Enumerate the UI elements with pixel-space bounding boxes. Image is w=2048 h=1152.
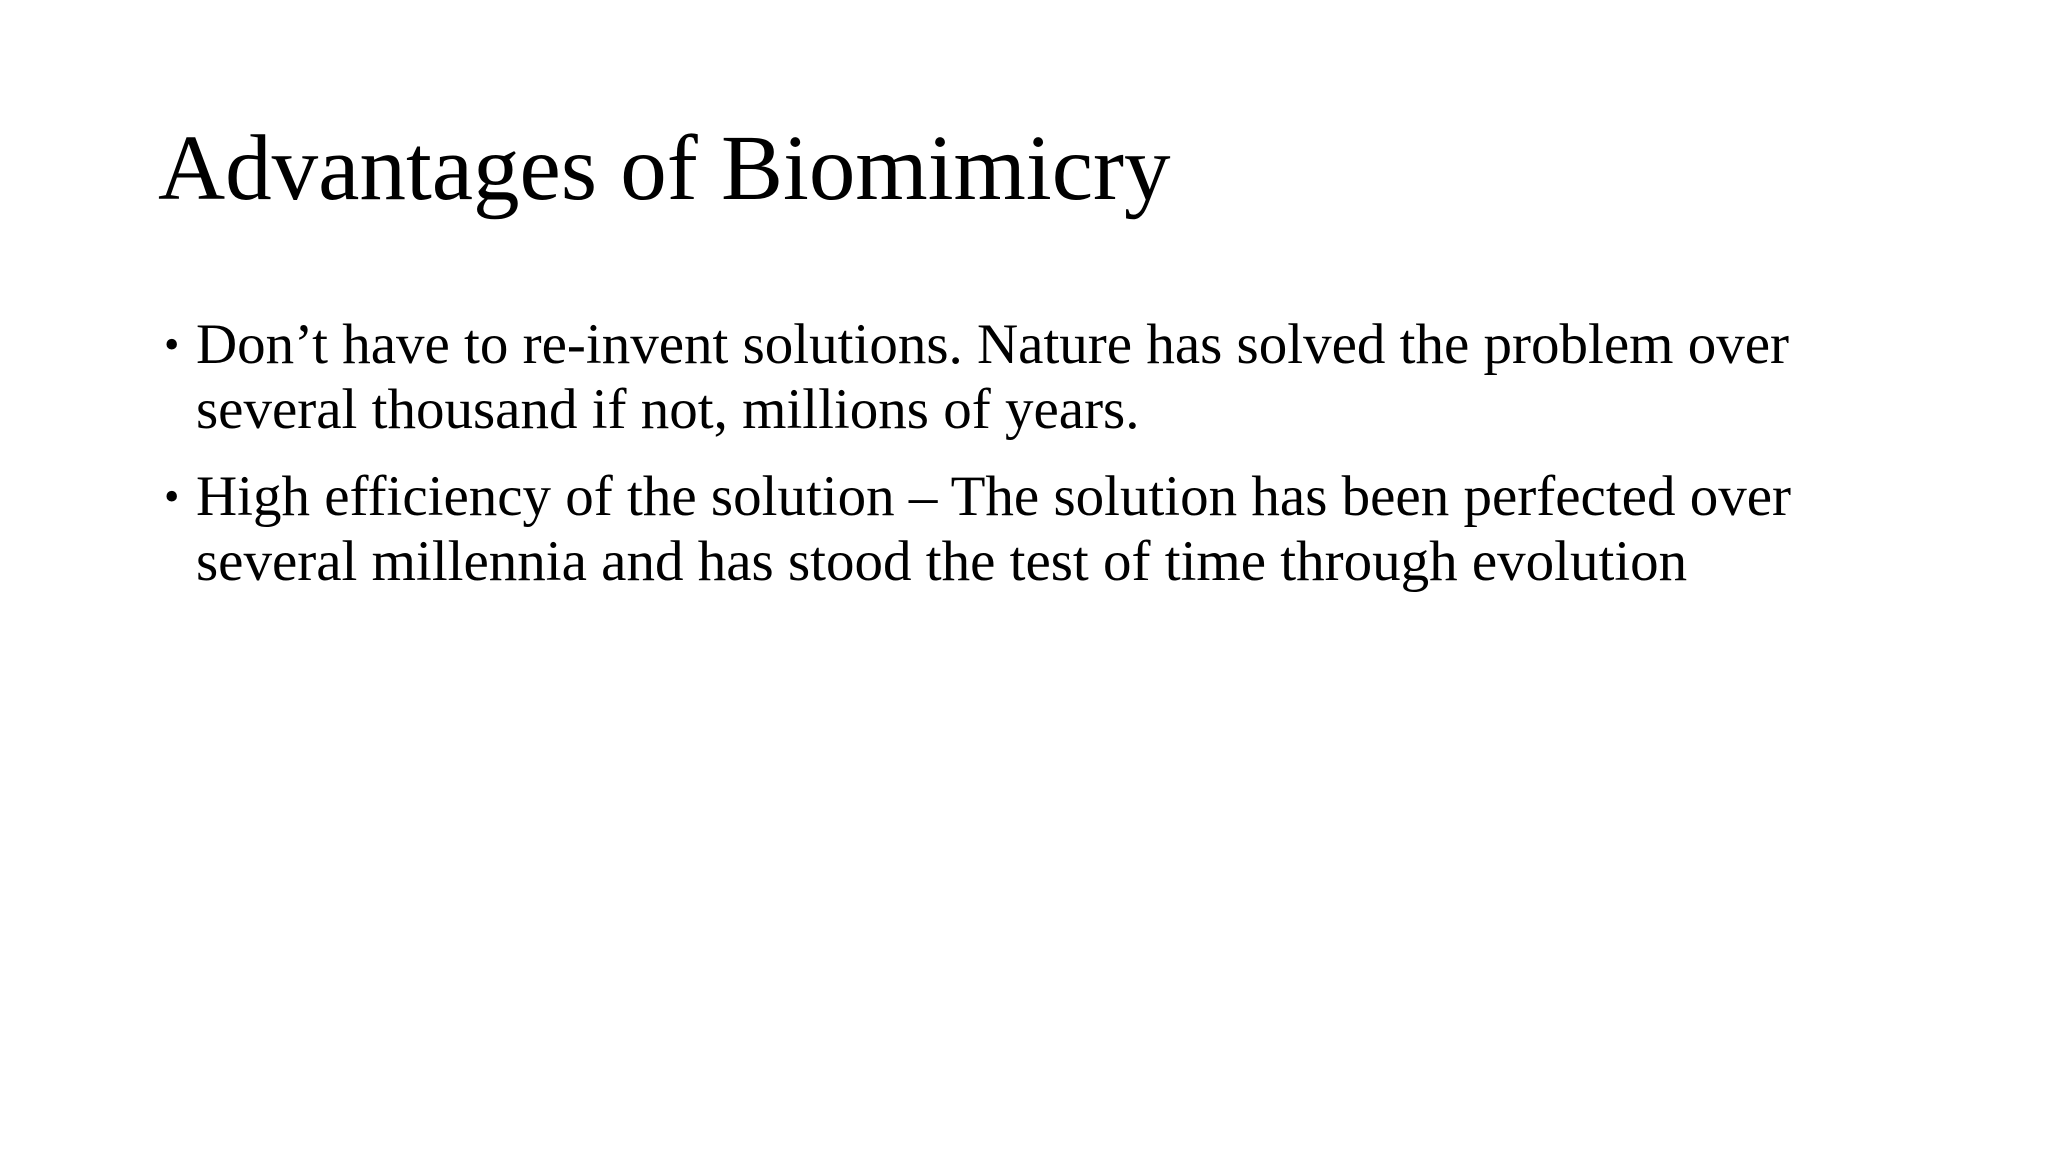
- bullet-marker: •: [164, 320, 180, 369]
- bullet-item: [164, 312, 1924, 442]
- slide-title: Advantages of Biomimicry: [158, 117, 1171, 220]
- bullet-text: High efficiency of the solution – The solution has been perfected over several millennia and has stood the test of time through evolution: [196, 465, 1791, 593]
- bullet-marker: •: [164, 472, 180, 521]
- bullet-item: [164, 464, 1924, 594]
- bullet-list: [164, 312, 1924, 616]
- bullet-text: Don’t have to re-invent solutions. Nature has solved the problem over several thousand if not, millions of years.: [196, 313, 1789, 441]
